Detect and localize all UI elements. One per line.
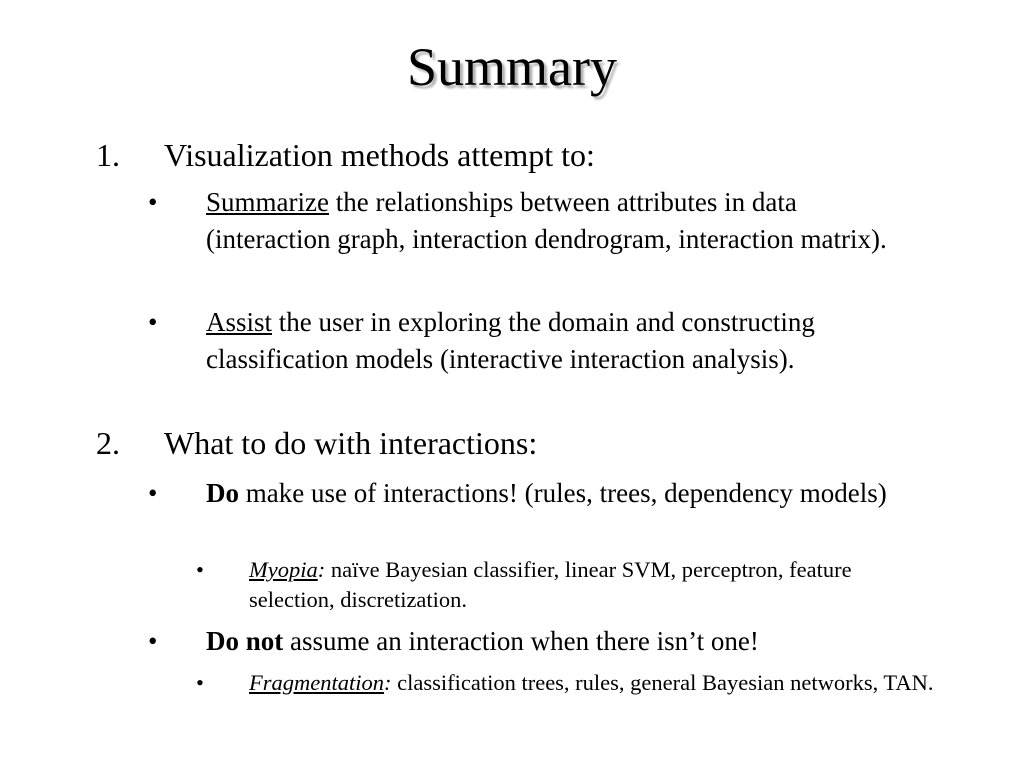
sub-item-body xyxy=(249,668,939,698)
item-keyword-do: Do xyxy=(206,478,239,508)
item-body xyxy=(206,623,906,660)
section-2-number: 2. xyxy=(96,425,120,461)
sub-keyword-myopia: Myopia xyxy=(249,557,318,582)
item-text: the relationships between attributes in data (interaction graph, interaction dendrogram, interaction matrix). xyxy=(206,187,887,254)
bullet: • xyxy=(148,626,158,656)
section-1-number: 1. xyxy=(96,137,120,173)
bullet: • xyxy=(196,670,204,695)
slide-title: Summary xyxy=(407,37,617,97)
section-1-heading: Visualization methods attempt to: xyxy=(164,137,595,173)
bullet: • xyxy=(148,187,158,217)
sub-colon: : xyxy=(317,557,326,582)
bullet: • xyxy=(196,557,204,582)
sub-item-body xyxy=(249,555,939,615)
item-keyword-do-not: Do not xyxy=(206,626,284,656)
sub-colon: : xyxy=(384,670,392,695)
sub-text: classification trees, rules, general Bayesian networks, TAN. xyxy=(391,670,934,695)
item-body xyxy=(206,184,906,258)
item-body xyxy=(206,475,906,512)
bullet: • xyxy=(148,307,158,337)
item-keyword-assist: Assist xyxy=(206,307,273,337)
item-body xyxy=(206,304,906,378)
sub-keyword-fragmentation: Fragmentation xyxy=(249,670,384,695)
section-2-heading: What to do with interactions: xyxy=(164,425,538,461)
item-text: the user in exploring the domain and constructing classification models (interactive interaction analysis). xyxy=(206,307,815,374)
item-keyword-summarize: Summarize xyxy=(206,187,329,217)
item-text: make use of interactions! (rules, trees, dependency models) xyxy=(239,478,887,508)
sub-text: naïve Bayesian classifier, linear SVM, perceptron, feature selection, discretization. xyxy=(249,557,852,612)
bullet: • xyxy=(148,478,158,508)
item-text: assume an interaction when there isn’t one! xyxy=(283,626,759,656)
